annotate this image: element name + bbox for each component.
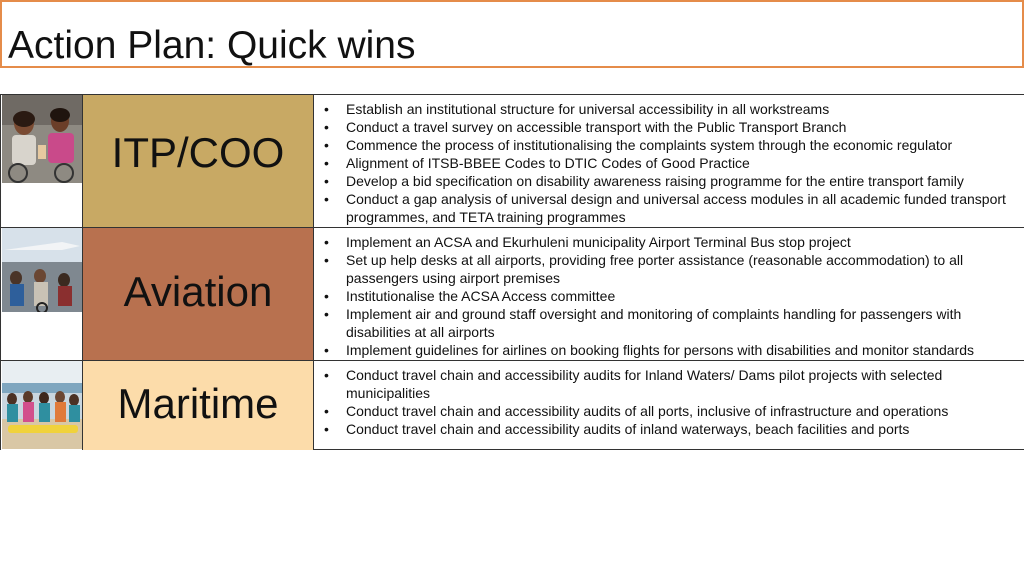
bullet-icon: •: [324, 155, 329, 171]
bullet-list: [322, 233, 1018, 359]
photo-cell: [0, 95, 83, 227]
list-item: • Implement air and ground staff oversight and monitoring of complaints handling for passengers with disabilities at all airports: [324, 306, 962, 340]
list-item: • Alignment of ITSB-BBEE Codes to DTIC Codes of Good Practice: [324, 155, 750, 171]
list-item: • Conduct a gap analysis of universal design and universal access modules in all academic funded transport programmes, and TETA training programmes: [324, 191, 1006, 225]
bullet-icon: •: [324, 119, 329, 135]
beach-group-photo: [2, 361, 82, 449]
row-label: Maritime: [117, 379, 279, 427]
table-row-aviation: [0, 228, 1024, 361]
list-item: • Conduct travel chain and accessibility audits for Inland Waters/ Dams pilot projects with selected municipalities: [324, 367, 943, 401]
bullet-icon: •: [324, 342, 329, 358]
list-item: • Implement an ACSA and Ekurhuleni municipality Airport Terminal Bus stop project: [324, 234, 851, 250]
photo-cell: [0, 228, 83, 360]
list-item: • Set up help desks at all airports, providing free porter assistance (reasonable accommodation) to all passengers using airport premises: [324, 252, 964, 286]
label-cell: [83, 228, 314, 360]
bullet-list: [322, 366, 1018, 438]
list-item: • Conduct a travel survey on accessible transport with the Public Transport Branch: [324, 119, 847, 135]
list-item: • Conduct travel chain and accessibility audits of inland waterways, beach facilities and ports: [324, 421, 910, 437]
bullet-icon: •: [324, 288, 329, 304]
bullets-cell: [314, 361, 1024, 450]
row-label: ITP/COO: [111, 129, 285, 176]
list-item: • Establish an institutional structure for universal accessibility in all workstreams: [324, 101, 830, 117]
airport-passengers-photo: [2, 228, 82, 312]
list-item: • Implement guidelines for airlines on booking flights for persons with disabilities and monitor standards: [324, 342, 974, 358]
label-cell: [83, 95, 314, 227]
bullet-icon: •: [324, 367, 329, 383]
photo-cell: [0, 361, 83, 450]
bullet-icon: •: [324, 306, 329, 322]
bullet-icon: •: [324, 137, 329, 153]
list-item: • Institutionalise the ACSA Access committee: [324, 288, 616, 304]
bullet-icon: •: [324, 421, 329, 437]
children-in-wheelchairs-photo: [2, 95, 82, 183]
action-plan-table: [0, 94, 1024, 450]
bullet-list: [322, 100, 1018, 226]
title-box: [0, 0, 1024, 68]
bullet-icon: •: [324, 234, 329, 250]
bullets-cell: [314, 228, 1024, 360]
list-item: • Conduct travel chain and accessibility audits of all ports, inclusive of infrastructure and operations: [324, 403, 949, 419]
bullet-icon: •: [324, 173, 329, 189]
row-label: Aviation: [123, 268, 273, 315]
bullet-icon: •: [324, 191, 329, 207]
bullet-icon: •: [324, 252, 329, 268]
table-row-maritime: [0, 361, 1024, 450]
page-title: Action Plan: Quick wins: [8, 24, 416, 67]
table-row-itp-coo: [0, 95, 1024, 228]
list-item: • Commence the process of institutionalising the complaints system through the economic regulator: [324, 137, 953, 153]
list-item: • Develop a bid specification on disability awareness raising programme for the entire transport family: [324, 173, 964, 189]
label-cell: [83, 361, 314, 450]
bullet-icon: •: [324, 403, 329, 419]
bullets-cell: [314, 95, 1024, 227]
bullet-icon: •: [324, 101, 329, 117]
